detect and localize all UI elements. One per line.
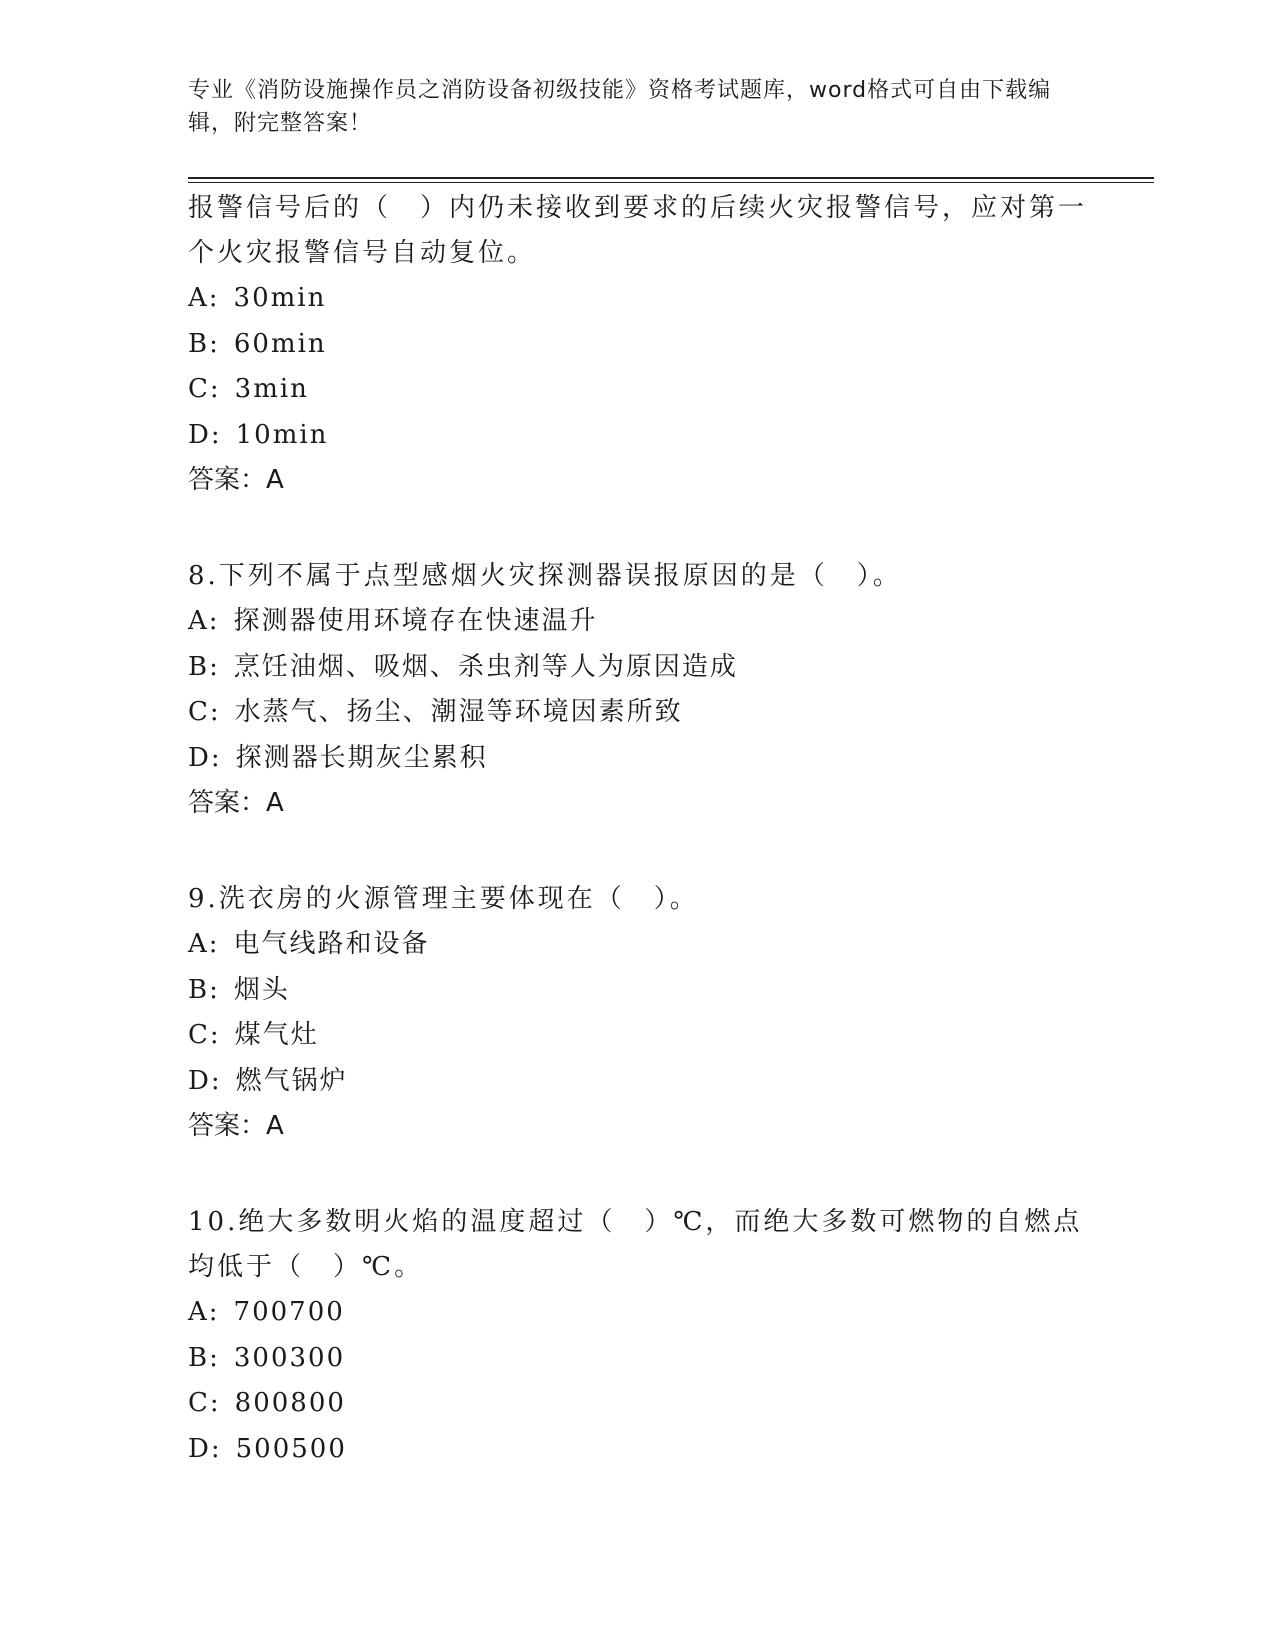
option-letter: A: bbox=[188, 606, 220, 636]
option-text: 300300 bbox=[233, 1342, 346, 1373]
option-a bbox=[188, 276, 1088, 322]
option-c bbox=[188, 1013, 1088, 1059]
option-d bbox=[188, 1427, 1088, 1473]
option-letter: B: bbox=[188, 328, 220, 359]
option-letter: B: bbox=[188, 1342, 220, 1373]
option-text: 电气线路和设备 bbox=[233, 929, 430, 959]
option-text: 500500 bbox=[235, 1433, 347, 1464]
option-letter: B: bbox=[188, 651, 220, 682]
option-d bbox=[188, 413, 1088, 459]
option-text: 燃气锅炉 bbox=[235, 1065, 348, 1096]
option-letter: A: bbox=[188, 1297, 220, 1327]
header-rule-thin bbox=[188, 182, 1154, 183]
option-text: 水蒸气、扬尘、潮湿等环境因素所致 bbox=[234, 697, 683, 727]
option-letter: C: bbox=[188, 374, 221, 404]
option-letter: C: bbox=[188, 697, 221, 727]
question-stem: 8.下列不属于点型感烟火灾探测器误报原因的是（ ）。 bbox=[188, 561, 902, 591]
option-letter: A: bbox=[188, 929, 220, 959]
document-header: 专业《消防设施操作员之消防设备初级技能》资格考试题库，word格式可自由下载编辑，附完整答案！ bbox=[188, 78, 1052, 136]
option-text: 700700 bbox=[233, 1297, 345, 1327]
option-text: 烟头 bbox=[233, 974, 290, 1005]
question-list bbox=[188, 186, 1088, 1472]
question-stem: 报警信号后的（ ）内仍未接收到要求的后续火灾报警信号，应对第一个火灾报警信号自动复位。 bbox=[188, 193, 1088, 268]
option-d bbox=[188, 736, 1088, 782]
answer-line: 答案：A bbox=[188, 1111, 284, 1141]
option-letter: D: bbox=[188, 1065, 222, 1096]
option-text: 探测器使用环境存在快速温升 bbox=[233, 606, 598, 636]
header-rule-thick bbox=[188, 177, 1154, 179]
option-text: 30min bbox=[233, 283, 327, 313]
option-c bbox=[188, 1381, 1088, 1427]
option-b bbox=[188, 968, 1088, 1014]
option-b bbox=[188, 645, 1088, 691]
question-stem: 10.绝大多数明火焰的温度超过（ ）℃，而绝大多数可燃物的自燃点均低于（ ）℃。 bbox=[188, 1207, 1083, 1282]
option-letter: C: bbox=[188, 1388, 221, 1418]
option-a bbox=[188, 922, 1088, 968]
answer-line: 答案：A bbox=[188, 465, 284, 495]
option-b bbox=[188, 322, 1088, 368]
option-a bbox=[188, 1290, 1088, 1336]
option-letter: D: bbox=[188, 1433, 222, 1464]
question-item bbox=[188, 186, 1088, 502]
option-a bbox=[188, 599, 1088, 645]
option-text: 探测器长期灰尘累积 bbox=[235, 742, 488, 773]
option-d bbox=[188, 1059, 1088, 1105]
option-c bbox=[188, 367, 1088, 413]
option-c bbox=[188, 690, 1088, 736]
option-letter: D: bbox=[188, 419, 222, 450]
option-letter: D: bbox=[188, 742, 222, 773]
option-text: 3min bbox=[234, 374, 309, 404]
question-stem: 9.洗衣房的火源管理主要体现在（ ）。 bbox=[188, 884, 699, 914]
option-text: 煤气灶 bbox=[234, 1020, 319, 1050]
option-text: 60min bbox=[233, 328, 327, 359]
option-text: 10min bbox=[235, 419, 329, 450]
question-item bbox=[188, 1200, 1088, 1472]
answer-line: 答案：A bbox=[188, 788, 284, 818]
option-letter: A: bbox=[188, 283, 220, 313]
option-letter: B: bbox=[188, 974, 220, 1005]
question-item bbox=[188, 554, 1088, 825]
option-text: 烹饪油烟、吸烟、杀虫剂等人为原因造成 bbox=[233, 651, 738, 682]
question-item bbox=[188, 877, 1088, 1148]
option-text: 800800 bbox=[234, 1388, 346, 1418]
option-b bbox=[188, 1336, 1088, 1382]
option-letter: C: bbox=[188, 1020, 221, 1050]
